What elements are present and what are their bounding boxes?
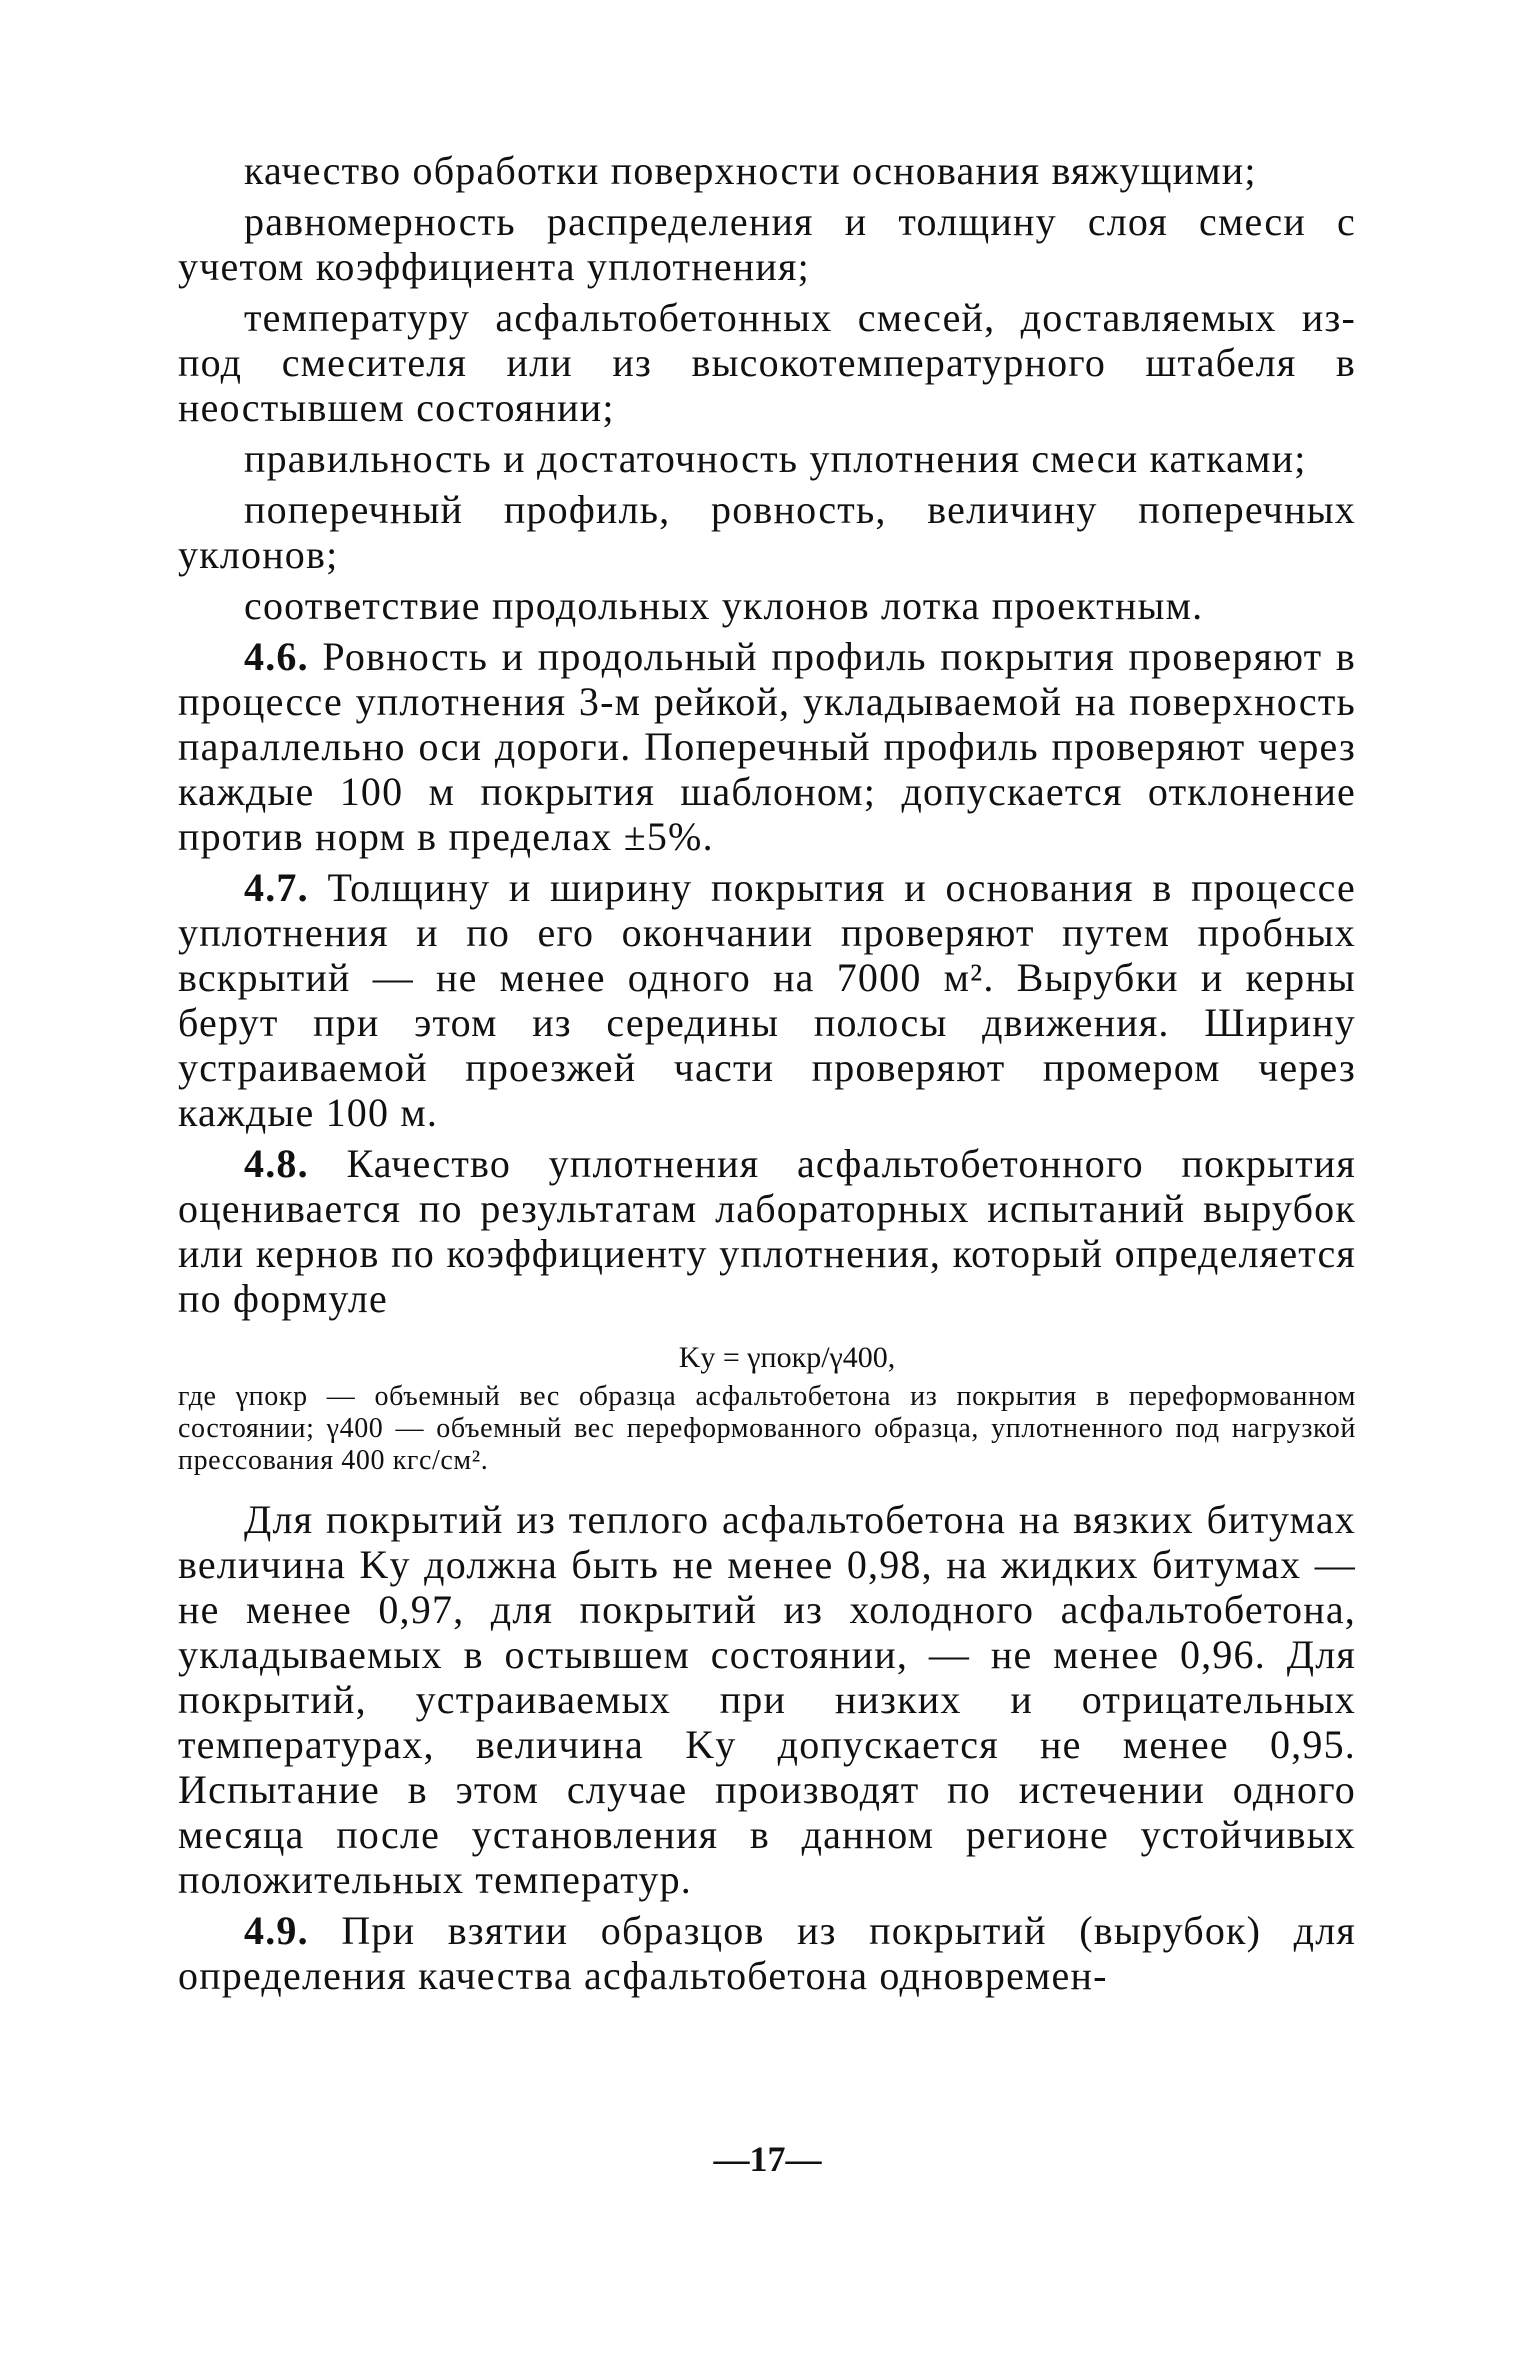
section-4-9	[178, 1908, 1356, 1998]
compaction-formula: Kу = γпокр/γ400,	[678, 1341, 896, 1374]
paragraph-layer-thickness: равномерность распределения и толщину слоя смеси с учетом коэффициента уплотнения;	[178, 199, 1356, 289]
section-text: При взятии образцов из покрытий (вырубок) для определения качества асфальтобетона одновремен-	[178, 1908, 1356, 1998]
section-number: 4.7.	[244, 865, 309, 910]
paragraph-longitudinal-slopes: соответствие продольных уклонов лотка проектным.	[244, 583, 1204, 628]
section-4-6	[178, 634, 1356, 859]
paragraph-base-treatment: качество обработки поверхности основания вяжущими;	[244, 148, 1257, 193]
section-number: 4.6.	[244, 634, 309, 679]
section-text: Ровность и продольный профиль покрытия проверяют в процессе уплотнения 3-м рейкой, укладываемой на поверхность параллельно оси дороги. Поперечный профиль проверяют через каждые 100 м покрытия шаблоном; допускается отклонение против норм в пределах ±5%.	[178, 634, 1356, 859]
section-4-7	[178, 865, 1356, 1135]
page-number: —17—	[713, 2139, 822, 2179]
section-4-8	[178, 1141, 1356, 1321]
section-number: 4.9.	[244, 1908, 309, 1953]
paragraph-compaction-rollers: правильность и достаточность уплотнения смеси катками;	[244, 436, 1307, 481]
paragraph-mix-temperature: температуру асфальтобетонных смесей, доставляемых из-под смесителя или из высокотемпературного штабеля в неостывшем состоянии;	[178, 295, 1356, 430]
paragraph-cross-profile: поперечный профиль, ровность, величину поперечных уклонов;	[178, 487, 1356, 577]
section-number: 4.8.	[244, 1141, 309, 1186]
formula-explanation: где γпокр — объемный вес образца асфальтобетона из покрытия в переформованном состоянии; γ400 — объемный вес переформованного образца, уплотненного под нагрузкой прессования 400 кгс/см².	[178, 1381, 1356, 1476]
section-text: Толщину и ширину покрытия и основания в процессе уплотнения и по его окончании проверяют путем пробных вскрытий — не менее одного на 7000 м². Вырубки и керны берут при этом из середины полосы движения. Ширину устраиваемой проезжей части проверяют промером через каждые 100 м.	[178, 865, 1356, 1135]
paragraph-compaction-requirements: Для покрытий из теплого асфальтобетона на вязких битумах величина Kу должна быть не менее 0,98, на жидких битумах — не менее 0,97, для покрытий из холодного асфальтобетона, укладываемых в остывшем состоянии, — не менее 0,96. Для покрытий, устраиваемых при низких и отрицательных температурах, величина Kу допускается не менее 0,95. Испытание в этом случае производят по истечении одного месяца после установления в данном регионе устойчивых положительных температур.	[178, 1497, 1356, 1902]
section-text: Качество уплотнения асфальтобетонного покрытия оценивается по результатам лабораторных испытаний вырубок или кернов по коэффициенту уплотнения, который определяется по формуле	[178, 1141, 1356, 1321]
document-page	[178, 148, 1356, 1998]
